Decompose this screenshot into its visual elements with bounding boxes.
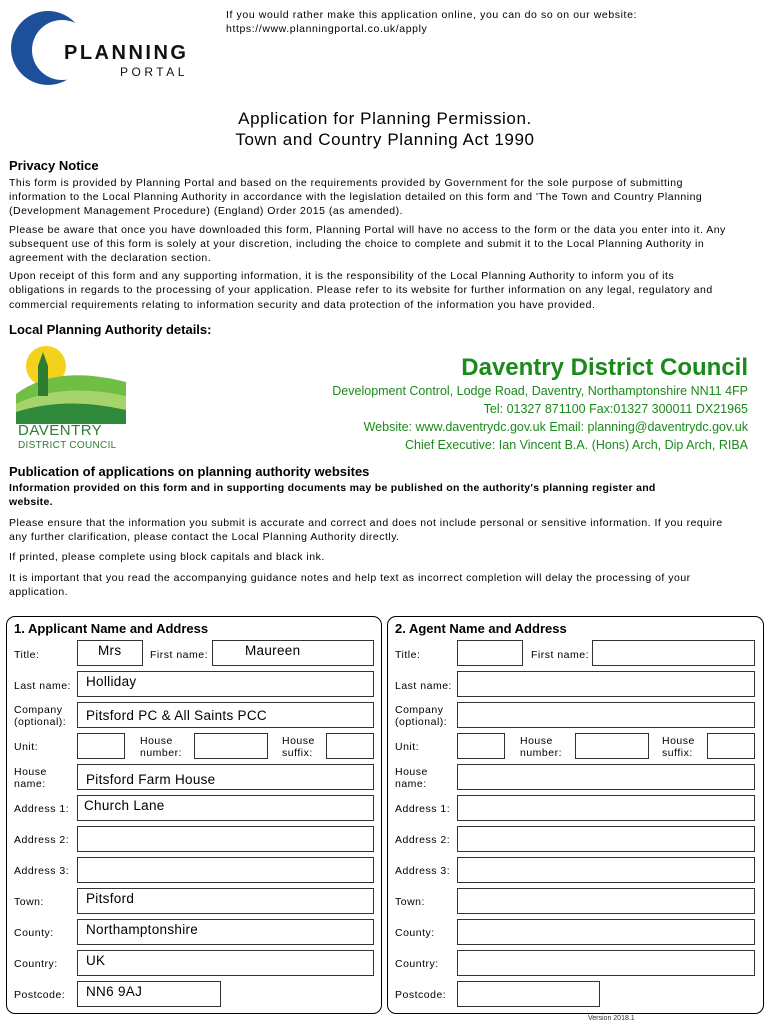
agent-address3-label: Address 3: bbox=[395, 865, 451, 877]
title-line1: Application for Planning Permission. bbox=[238, 109, 532, 128]
publication-text bbox=[9, 516, 764, 599]
applicant-house-suffix-label bbox=[282, 735, 315, 759]
agent-county-label: County: bbox=[395, 927, 435, 939]
applicant-company-field[interactable]: Pitsford PC & All Saints PCC bbox=[77, 702, 374, 728]
agent-house-name-field[interactable] bbox=[457, 764, 755, 790]
agent-address1-field[interactable] bbox=[457, 795, 755, 821]
agent-house-number-label bbox=[520, 735, 562, 759]
label-line: House bbox=[14, 766, 47, 778]
applicant-town-label: Town: bbox=[14, 896, 44, 908]
council-chief-exec: Chief Executive: Ian Vincent B.A. (Hons) Arch, Dip Arch, RIBA bbox=[405, 438, 748, 452]
publication-bold-text: website. bbox=[9, 496, 53, 508]
applicant-address2-field[interactable] bbox=[77, 826, 374, 852]
planning-portal-logo bbox=[8, 10, 198, 90]
label-line: suffix: bbox=[662, 747, 693, 759]
agent-last-name-field[interactable] bbox=[457, 671, 755, 697]
label-line: number: bbox=[140, 747, 183, 759]
agent-last-name-label: Last name: bbox=[395, 680, 452, 692]
applicant-address2-label: Address 2: bbox=[14, 834, 70, 846]
agent-unit-label: Unit: bbox=[395, 741, 420, 753]
agent-country-label: Country: bbox=[395, 958, 439, 970]
privacy-text: obligations in regards to the processing of your application. Please refer to its website for further information on any legal, regulatory and bbox=[9, 284, 713, 297]
agent-company-label bbox=[395, 704, 447, 728]
form-title bbox=[0, 108, 770, 150]
label-line: (optional): bbox=[395, 716, 448, 728]
agent-town-field[interactable] bbox=[457, 888, 755, 914]
publication-paragraph: any further clarification, please contact the Local Planning Authority directly. bbox=[9, 531, 400, 544]
privacy-text: subsequent use of this form is solely at your discretion, including the choice to complete and submit it to the Local Planning Authority in bbox=[9, 237, 705, 250]
privacy-text: Please be aware that once you have downloaded this form, Planning Portal will have no access to the form or the data you enter into it. Any bbox=[9, 223, 726, 236]
publication-paragraph: Please ensure that the information you submit is accurate and correct and does not include personal or sensitive information. If you require bbox=[9, 517, 723, 529]
daventry-logo-text1: DAVENTRY bbox=[18, 422, 103, 439]
privacy-notice bbox=[9, 176, 764, 312]
council-name: Daventry District Council bbox=[461, 354, 748, 381]
privacy-text: Upon receipt of this form and any supporting information, it is the responsibility of the Local Planning Authority to inform you of its bbox=[9, 270, 675, 283]
daventry-logo bbox=[16, 344, 128, 456]
publication-heading: Publication of applications on planning authority websites bbox=[9, 464, 370, 479]
council-contact bbox=[248, 382, 748, 454]
applicant-company-label bbox=[14, 704, 66, 728]
applicant-country-label: Country: bbox=[14, 958, 58, 970]
label-line: House bbox=[140, 735, 173, 747]
applicant-address3-field[interactable] bbox=[77, 857, 374, 883]
agent-house-suffix-field[interactable] bbox=[707, 733, 755, 759]
agent-county-field[interactable] bbox=[457, 919, 755, 945]
logo-line1: PLANNING bbox=[64, 42, 189, 64]
label-line: name: bbox=[395, 778, 427, 790]
publication-paragraph: It is important that you read the accompanying guidance notes and help text as incorrect completion will delay the processing of your bbox=[9, 571, 691, 584]
agent-house-suffix-label bbox=[662, 735, 695, 759]
agent-address2-label: Address 2: bbox=[395, 834, 451, 846]
daventry-logo-text2: DISTRICT COUNCIL bbox=[18, 440, 117, 451]
label-line: name: bbox=[14, 778, 46, 790]
version-label: Version 2018.1 bbox=[588, 1015, 635, 1022]
applicant-house-number-field[interactable] bbox=[194, 733, 268, 759]
agent-first-name-label: First name: bbox=[531, 649, 590, 661]
privacy-text: This form is provided by Planning Portal and based on the requirements provided by Government for the sole purpose of submitting bbox=[9, 177, 683, 189]
logo-line2: PORTAL bbox=[120, 65, 188, 79]
privacy-text: (Development Management Procedure) (England) Order 2015 (as amended). bbox=[9, 205, 404, 218]
applicant-county-label: County: bbox=[14, 927, 54, 939]
applicant-unit-label: Unit: bbox=[14, 741, 39, 753]
title-line2: Town and Country Planning Act 1990 bbox=[235, 130, 535, 149]
agent-postcode-label: Postcode: bbox=[395, 989, 447, 1001]
applicant-house-name-field[interactable]: Pitsford Farm House bbox=[77, 764, 374, 790]
council-phone: Tel: 01327 871100 Fax:01327 300011 DX21965 bbox=[483, 402, 748, 416]
agent-first-name-field[interactable] bbox=[592, 640, 755, 666]
applicant-county-field[interactable]: Northamptonshire bbox=[77, 919, 374, 945]
applicant-last-name-field[interactable]: Holliday bbox=[77, 671, 374, 697]
applicant-title-field[interactable]: Mrs bbox=[77, 640, 143, 666]
agent-postcode-field[interactable] bbox=[457, 981, 600, 1007]
online-note bbox=[226, 8, 766, 36]
agent-house-number-field[interactable] bbox=[575, 733, 649, 759]
privacy-text: information to the Local Planning Authority in accordance with the legislation detailed on this form and 'The Town and Country Planning bbox=[9, 191, 703, 204]
publication-paragraph: application. bbox=[9, 585, 69, 598]
label-line: Company bbox=[395, 704, 444, 716]
applicant-postcode-field[interactable]: NN6 9AJ bbox=[77, 981, 221, 1007]
privacy-heading: Privacy Notice bbox=[9, 158, 99, 173]
label-line: Company bbox=[14, 704, 63, 716]
agent-town-label: Town: bbox=[395, 896, 425, 908]
applicant-town-field[interactable]: Pitsford bbox=[77, 888, 374, 914]
daventry-logo-icon bbox=[16, 344, 128, 424]
label-line: suffix: bbox=[282, 747, 313, 759]
publication-bold-text: Information provided on this form and in supporting documents may be published on the authority's planning register and bbox=[9, 482, 656, 494]
label-line: House bbox=[395, 766, 428, 778]
applicant-section-title: 1. Applicant Name and Address bbox=[14, 621, 209, 636]
applicant-title-label: Title: bbox=[14, 649, 40, 661]
applicant-postcode-label: Postcode: bbox=[14, 989, 66, 1001]
lpa-heading: Local Planning Authority details: bbox=[9, 322, 212, 337]
agent-house-name-label bbox=[395, 766, 428, 790]
agent-unit-field[interactable] bbox=[457, 733, 505, 759]
applicant-last-name-label: Last name: bbox=[14, 680, 71, 692]
privacy-text: agreement with the declaration section. bbox=[9, 252, 212, 265]
publication-bold bbox=[9, 481, 764, 509]
agent-address1-label: Address 1: bbox=[395, 803, 451, 815]
applicant-country-field[interactable]: UK bbox=[77, 950, 374, 976]
agent-title-field[interactable] bbox=[457, 640, 523, 666]
publication-paragraph: If printed, please complete using block capitals and black ink. bbox=[9, 551, 325, 564]
applicant-address1-label: Address 1: bbox=[14, 803, 70, 815]
label-line: House bbox=[282, 735, 315, 747]
agent-address2-field[interactable] bbox=[457, 826, 755, 852]
label-line: number: bbox=[520, 747, 563, 759]
label-line: House bbox=[520, 735, 553, 747]
agent-address3-field[interactable] bbox=[457, 857, 755, 883]
online-note-link[interactable]: https://www.planningportal.co.uk/apply bbox=[226, 23, 428, 35]
agent-company-field[interactable] bbox=[457, 702, 755, 728]
privacy-text: commercial requirements relating to information security and data protection of the information you have provided. bbox=[9, 298, 596, 311]
applicant-first-name-field[interactable]: Maureen bbox=[212, 640, 374, 666]
applicant-address3-label: Address 3: bbox=[14, 865, 70, 877]
label-line: House bbox=[662, 735, 695, 747]
applicant-unit-field[interactable] bbox=[77, 733, 125, 759]
label-line: (optional): bbox=[14, 716, 67, 728]
council-web-email: Website: www.daventrydc.gov.uk Email: planning@daventrydc.gov.uk bbox=[363, 420, 748, 434]
applicant-address1-field[interactable]: Church Lane bbox=[77, 795, 374, 821]
agent-title-label: Title: bbox=[395, 649, 421, 661]
applicant-house-suffix-field[interactable] bbox=[326, 733, 374, 759]
applicant-first-name-label: First name: bbox=[150, 649, 209, 661]
online-note-text: If you would rather make this application online, you can do so on our website: bbox=[226, 9, 638, 21]
council-address: Development Control, Lodge Road, Daventry, Northamptonshire NN11 4FP bbox=[332, 384, 748, 398]
agent-country-field[interactable] bbox=[457, 950, 755, 976]
applicant-house-number-label bbox=[140, 735, 182, 759]
agent-section-title: 2. Agent Name and Address bbox=[395, 621, 567, 636]
applicant-house-name-label bbox=[14, 766, 47, 790]
